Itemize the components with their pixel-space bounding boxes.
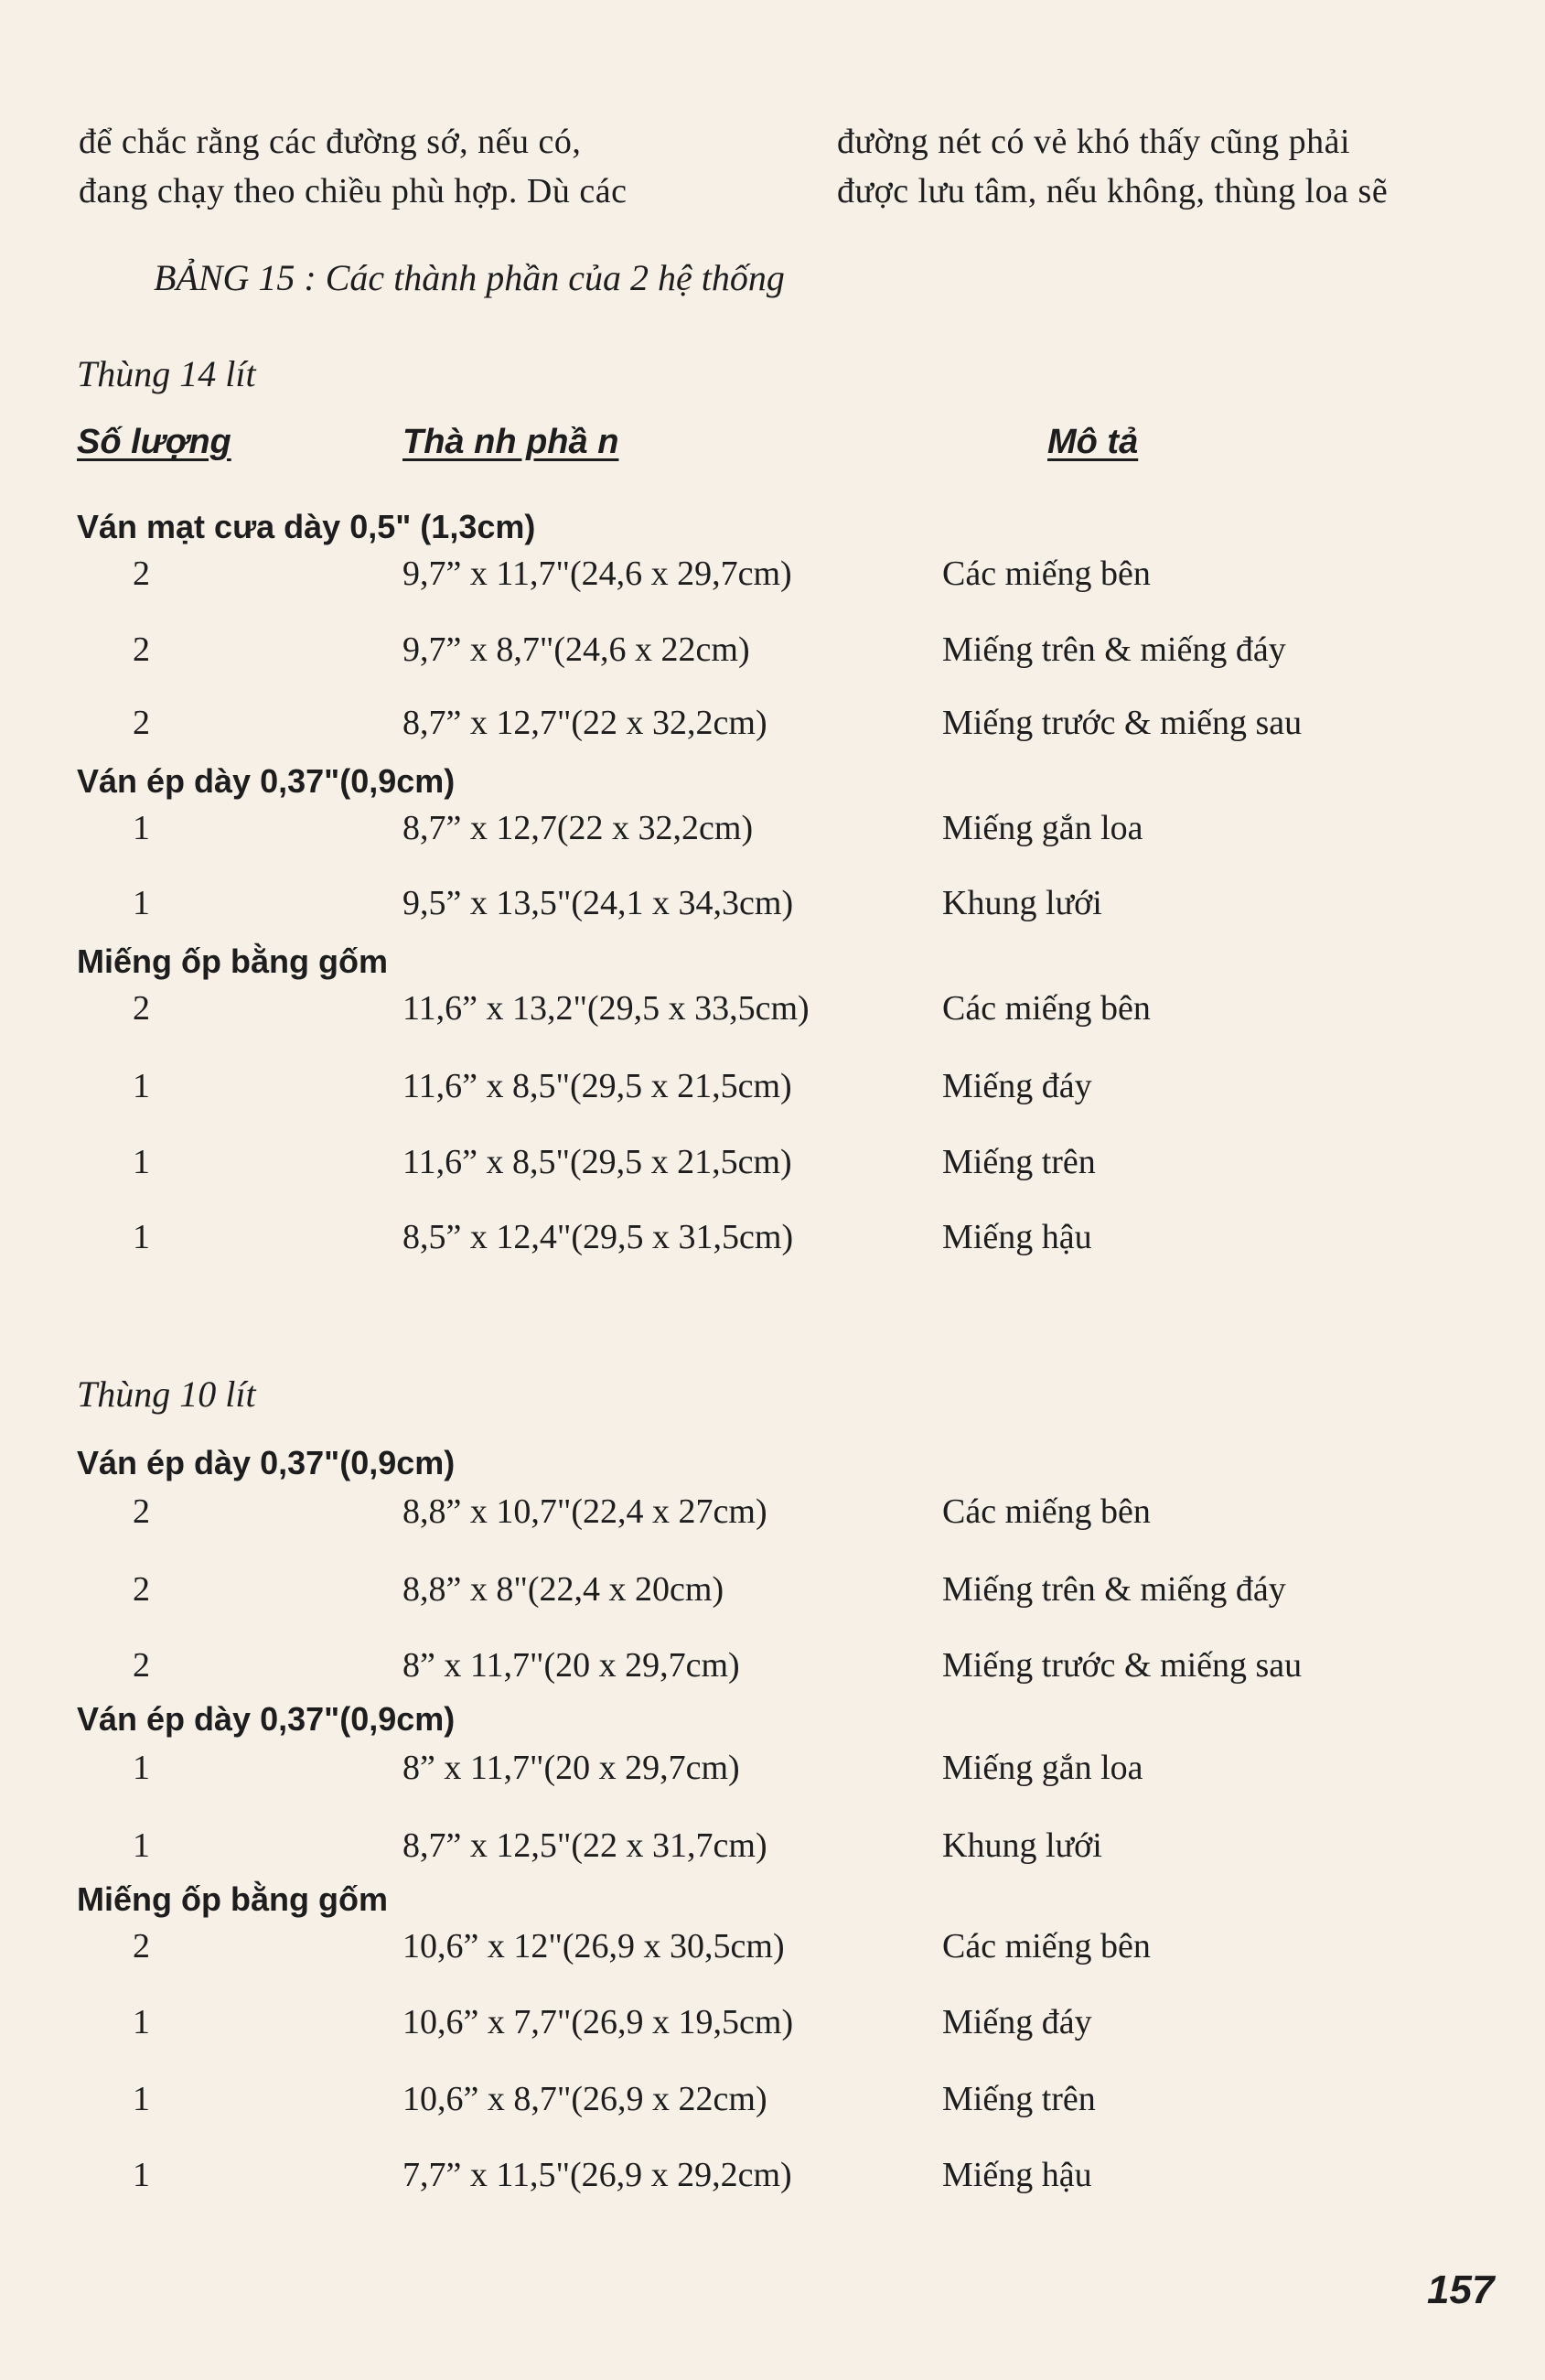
quantity-cell: 1 [133, 1749, 150, 1787]
quantity-cell: 2 [133, 630, 150, 669]
group-header: Ván ép dày 0,37"(0,9cm) [77, 1700, 456, 1738]
description-cell: Miếng trên & miếng đáy [942, 1570, 1286, 1609]
quantity-cell: 1 [133, 1826, 150, 1865]
quantity-cell: 2 [133, 1492, 150, 1531]
dimension-cell: 11,6” x 13,2"(29,5 x 33,5cm) [402, 989, 810, 1028]
description-cell: Miếng trước & miếng sau [942, 1646, 1303, 1685]
quantity-cell: 1 [133, 2080, 150, 2118]
quantity-cell: 2 [133, 704, 150, 742]
dimension-cell: 10,6” x 7,7"(26,9 x 19,5cm) [402, 2003, 794, 2041]
column-header-description: Mô tả [1047, 423, 1139, 461]
dimension-cell: 11,6” x 8,5"(29,5 x 21,5cm) [402, 1067, 792, 1105]
dimension-cell: 8,8” x 8"(22,4 x 20cm) [402, 1570, 724, 1609]
dimension-cell: 10,6” x 8,7"(26,9 x 22cm) [402, 2080, 767, 2118]
quantity-cell: 2 [133, 1646, 150, 1685]
quantity-cell: 2 [133, 989, 150, 1028]
table-row [0, 554, 1545, 608]
table-row [0, 703, 1545, 758]
table-row [0, 2155, 1545, 2210]
quantity-cell: 2 [133, 1570, 150, 1609]
group-header: Miếng ốp bằng gốm [77, 1880, 388, 1918]
quantity-cell: 1 [133, 884, 150, 922]
quantity-cell: 1 [133, 809, 150, 847]
dimension-cell: 8” x 11,7"(20 x 29,7cm) [402, 1749, 740, 1787]
table-row [0, 1569, 1545, 1624]
table-row [0, 1142, 1545, 1197]
intro-left-line: để chắc rằng các đường sớ, nếu có, [79, 123, 582, 161]
table-row [0, 630, 1545, 684]
dimension-cell: 8,8” x 10,7"(22,4 x 27cm) [402, 1492, 767, 1531]
table-row [0, 808, 1545, 863]
column-header-quantity: Số lượng [77, 423, 231, 461]
table-row [0, 1645, 1545, 1700]
description-cell: Các miếng bên [942, 1927, 1151, 1965]
quantity-cell: 2 [133, 555, 150, 593]
description-cell: Miếng gắn loa [942, 1749, 1143, 1787]
description-cell: Các miếng bên [942, 1492, 1151, 1531]
description-cell: Miếng trước & miếng sau [942, 704, 1303, 742]
table-row [0, 883, 1545, 938]
description-cell: Các miếng bên [942, 555, 1151, 593]
group-header: Ván mạt cưa dày 0,5" (1,3cm) [77, 508, 536, 545]
quantity-cell: 1 [133, 1143, 150, 1181]
intro-left-line: đang chạy theo chiều phù hợp. Dù các [79, 172, 628, 210]
description-cell: Miếng hậu [942, 2156, 1092, 2194]
quantity-cell: 1 [133, 2156, 150, 2194]
dimension-cell: 8” x 11,7"(20 x 29,7cm) [402, 1646, 740, 1685]
table-row [0, 1492, 1545, 1546]
dimension-cell: 8,5” x 12,4"(29,5 x 31,5cm) [402, 1218, 794, 1256]
column-header-part: Thà nh phầ n [402, 423, 619, 461]
table-row [0, 1825, 1545, 1880]
table-row [0, 1066, 1545, 1121]
section-title-10l: Thùng 10 lít [77, 1373, 256, 1415]
intro-right-line: được lưu tâm, nếu không, thùng loa sẽ [837, 172, 1389, 210]
description-cell: Miếng đáy [942, 2003, 1092, 2041]
description-cell: Miếng trên [942, 2080, 1096, 2118]
description-cell: Miếng trên & miếng đáy [942, 630, 1286, 669]
group-header: Miếng ốp bằng gốm [77, 942, 388, 980]
description-cell: Miếng gắn loa [942, 809, 1143, 847]
dimension-cell: 8,7” x 12,5"(22 x 31,7cm) [402, 1826, 767, 1865]
quantity-cell: 1 [133, 2003, 150, 2041]
description-cell: Khung lưới [942, 1826, 1102, 1865]
dimension-cell: 7,7” x 11,5"(26,9 x 29,2cm) [402, 2156, 792, 2194]
table-row [0, 2079, 1545, 2134]
quantity-cell: 1 [133, 1218, 150, 1256]
dimension-cell: 8,7” x 12,7"(22 x 32,2cm) [402, 704, 767, 742]
description-cell: Các miếng bên [942, 989, 1151, 1028]
table-title: BẢNG 15 : Các thành phần của 2 hệ thống [154, 257, 785, 298]
description-cell: Miếng trên [942, 1143, 1096, 1181]
table-row [0, 1748, 1545, 1803]
intro-left-column [79, 117, 756, 216]
dimension-cell: 11,6” x 8,5"(29,5 x 21,5cm) [402, 1143, 792, 1181]
description-cell: Miếng hậu [942, 1218, 1092, 1256]
quantity-cell: 1 [133, 1067, 150, 1105]
dimension-cell: 8,7” x 12,7(22 x 32,2cm) [402, 809, 754, 847]
dimension-cell: 9,5” x 13,5"(24,1 x 34,3cm) [402, 884, 794, 922]
section-title-14l: Thùng 14 lít [77, 353, 256, 394]
dimension-cell: 10,6” x 12"(26,9 x 30,5cm) [402, 1927, 785, 1965]
group-header: Ván ép dày 0,37"(0,9cm) [77, 762, 456, 800]
intro-right-line: đường nét có vẻ khó thấy cũng phải [837, 123, 1351, 161]
description-cell: Khung lưới [942, 884, 1102, 922]
table-row [0, 2002, 1545, 2057]
table-row [0, 1217, 1545, 1272]
page-number: 157 [1427, 2267, 1495, 2312]
table-row [0, 1926, 1545, 1981]
dimension-cell: 9,7” x 11,7"(24,6 x 29,7cm) [402, 555, 792, 593]
dimension-cell: 9,7” x 8,7"(24,6 x 22cm) [402, 630, 750, 669]
quantity-cell: 2 [133, 1927, 150, 1965]
table-row [0, 988, 1545, 1043]
intro-right-column [837, 117, 1496, 216]
description-cell: Miếng đáy [942, 1067, 1092, 1105]
group-header: Ván ép dày 0,37"(0,9cm) [77, 1444, 456, 1481]
